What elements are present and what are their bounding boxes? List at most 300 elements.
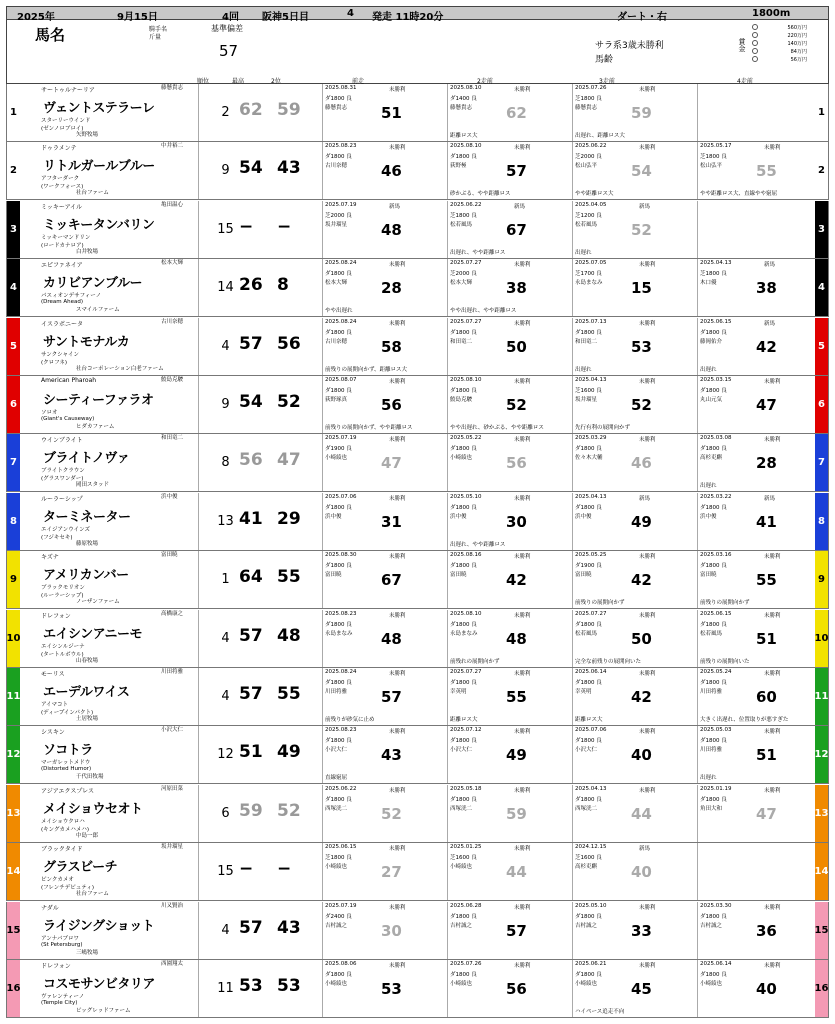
course-condition: ダ1800 良 bbox=[700, 621, 727, 628]
race-class: 未勝利 bbox=[639, 262, 656, 269]
weight-label: 斤量 bbox=[149, 34, 162, 41]
course-condition: 芝1800 良 bbox=[575, 96, 602, 102]
jockey-name: 小崎綾也 bbox=[575, 981, 598, 987]
broodmare-sire: (グラスワンダー) bbox=[41, 476, 84, 483]
jockey-name: 吉村誠之 bbox=[575, 922, 598, 929]
past-race bbox=[697, 318, 812, 375]
race-date: 2025.08.07 bbox=[325, 377, 357, 383]
sire-name: イスラボニータ bbox=[41, 320, 83, 328]
breeder-name: ノーザンファーム bbox=[76, 599, 120, 606]
jockey-name: 藤岡佑介 bbox=[700, 338, 723, 345]
race-class: 未勝利 bbox=[389, 262, 406, 269]
race-date: 2025.06.14 bbox=[575, 669, 607, 675]
race-date: 2025.05.22 bbox=[450, 435, 482, 442]
prev4-race-col: 4走前 bbox=[737, 78, 753, 85]
race-date: 2025.08.23 bbox=[325, 727, 357, 734]
course-condition: 芝1600 良 bbox=[575, 855, 602, 862]
post-number-band: 7 bbox=[7, 434, 20, 491]
course-condition: ダ1800 良 bbox=[700, 388, 727, 394]
jockey-name: 藤懸貴志 bbox=[325, 105, 348, 111]
speed-index: 46 bbox=[381, 162, 402, 181]
speed-index: 58 bbox=[381, 337, 402, 356]
rank-value: 2 bbox=[221, 105, 230, 120]
speed-index: 46 bbox=[631, 454, 652, 473]
horse-info bbox=[21, 493, 199, 550]
second-speed: − bbox=[277, 216, 292, 237]
course-condition: ダ1900 良 bbox=[575, 563, 602, 570]
course-condition: 芝2000 良 bbox=[450, 271, 477, 278]
jockey-name: 小崎綾也 bbox=[325, 981, 348, 987]
breeder-name: 岡田スタッド bbox=[76, 482, 110, 489]
rank-value: 12 bbox=[217, 747, 234, 763]
course-condition: 芝1200 良 bbox=[575, 212, 602, 219]
speed-index: 55 bbox=[756, 571, 777, 590]
race-date: 2025.03.08 bbox=[700, 435, 732, 442]
race-date: 2025.04.13 bbox=[575, 377, 607, 383]
dam-name: スターリーウインド bbox=[41, 118, 91, 124]
sire-name: エピファネイア bbox=[41, 262, 83, 270]
race-class: 未勝利 bbox=[764, 145, 781, 152]
past-race bbox=[322, 318, 465, 375]
breeder-name: 土居牧場 bbox=[76, 716, 99, 722]
race-class: 未勝利 bbox=[764, 437, 781, 444]
speed-index: 53 bbox=[631, 337, 652, 356]
speed-index: 59 bbox=[631, 104, 652, 122]
jockey-name: 小崎綾也 bbox=[325, 864, 348, 871]
race-class: 未勝利 bbox=[389, 729, 406, 736]
sire-name: American Pharoah bbox=[41, 377, 97, 384]
jockey-name: 幸英明 bbox=[575, 689, 592, 695]
past-race bbox=[572, 668, 715, 725]
post-number-band: 7 bbox=[815, 434, 828, 491]
post-number-band: 9 bbox=[7, 551, 20, 608]
rank-value: 6 bbox=[221, 805, 230, 821]
race-class: 新馬 bbox=[764, 262, 776, 269]
horse-info bbox=[21, 902, 199, 959]
horse-name: メイショウセオト bbox=[43, 801, 143, 817]
rank-value: 15 bbox=[217, 864, 234, 880]
past-race bbox=[322, 376, 465, 433]
speed-index: 33 bbox=[631, 921, 652, 940]
race-class: 未勝利 bbox=[764, 963, 781, 969]
post-number-band: 15 bbox=[815, 902, 828, 959]
best-speed: − bbox=[239, 216, 254, 237]
course-condition: ダ1900 良 bbox=[325, 446, 352, 453]
horse-row bbox=[6, 259, 829, 317]
speed-index: 41 bbox=[756, 512, 777, 531]
past-race bbox=[697, 259, 812, 316]
jockey-name: 川田将雅 bbox=[700, 689, 723, 695]
race-class: 未勝利 bbox=[514, 612, 531, 619]
race-comment: 前残りが砂気に止め bbox=[325, 717, 375, 723]
race-class: 未勝利 bbox=[639, 145, 656, 152]
jockey-name: 佐々木大輔 bbox=[575, 455, 603, 462]
past-race bbox=[697, 201, 812, 258]
race-date: 2025.07.06 bbox=[325, 493, 357, 500]
race-date: 2025.08.10 bbox=[450, 377, 482, 383]
best-col: 最高 bbox=[232, 78, 245, 85]
breeder-name: 社台ファーム bbox=[76, 891, 109, 898]
course-condition: ダ1800 良 bbox=[325, 504, 352, 511]
race-comment: やや出遅れ、やや距離ロス bbox=[450, 308, 517, 315]
speed-index: 51 bbox=[756, 746, 777, 765]
race-comment: 先行有利の展開向かず bbox=[575, 425, 631, 431]
rank-value: 11 bbox=[217, 981, 234, 996]
race-class: 未勝利 bbox=[389, 320, 406, 327]
course-condition: ダ1800 良 bbox=[450, 738, 477, 745]
best-speed: 54 bbox=[239, 392, 263, 412]
sire-name: ルーラーシップ bbox=[41, 495, 83, 503]
past-race bbox=[447, 610, 590, 667]
jockey-name: 小沢大仁 bbox=[575, 747, 598, 754]
speed-index: 52 bbox=[506, 396, 527, 414]
jockey-name: 松若風馬 bbox=[450, 221, 473, 228]
course-condition: ダ1800 良 bbox=[450, 563, 477, 570]
second-speed: 8 bbox=[277, 275, 289, 296]
race-date: 2025.06.22 bbox=[325, 785, 357, 792]
speed-index: 55 bbox=[506, 688, 527, 706]
second-speed: 43 bbox=[277, 158, 301, 179]
past-race bbox=[697, 785, 812, 842]
race-class: 未勝利 bbox=[639, 87, 656, 93]
past-race bbox=[697, 551, 812, 608]
race-date: 2025.06.21 bbox=[575, 961, 607, 967]
post-number-band: 4 bbox=[815, 259, 828, 316]
speed-index: 28 bbox=[756, 454, 777, 473]
past-race bbox=[572, 902, 715, 959]
horse-info bbox=[21, 201, 199, 258]
past-race bbox=[322, 668, 465, 725]
past-race bbox=[322, 493, 465, 550]
jockey-name: 吉村誠之 bbox=[325, 922, 348, 929]
post-number-band: 1 bbox=[7, 84, 20, 141]
dam-name: エイジアンウインズ bbox=[41, 526, 90, 533]
past-race bbox=[322, 201, 465, 258]
past-race bbox=[322, 726, 465, 783]
best-speed: 26 bbox=[239, 275, 263, 296]
rank-col: 順位 bbox=[197, 78, 210, 85]
race-class: 新馬 bbox=[764, 495, 776, 502]
jockey-name: 古川奈穂 bbox=[325, 338, 348, 345]
past-race bbox=[447, 142, 590, 199]
past-race bbox=[697, 726, 812, 783]
rank-value: 15 bbox=[217, 221, 234, 237]
race-comment: 距離ロス大 bbox=[450, 133, 478, 139]
race-date: 2025.07.19 bbox=[325, 435, 357, 442]
race-date: 2025.05.10 bbox=[575, 902, 607, 909]
race-date: 2025.05.18 bbox=[450, 785, 482, 792]
breeder-name: 社台ファーム bbox=[76, 190, 109, 197]
course-condition: ダ1800 良 bbox=[450, 680, 477, 686]
prize-amount: 560万円 bbox=[787, 25, 807, 31]
post-number-band: 8 bbox=[815, 493, 828, 550]
best-speed: 62 bbox=[239, 100, 263, 120]
jockey-name: 浜中俊 bbox=[700, 513, 717, 520]
jockey-name: 小沢大仁 bbox=[325, 747, 348, 754]
post-number-band: 16 bbox=[815, 960, 828, 1017]
race-class: 未勝利 bbox=[514, 963, 531, 969]
race-comment: やや出遅れ、砂かぶる、やや距離ロス bbox=[450, 425, 544, 431]
race-date: 2025.08.31 bbox=[325, 85, 357, 91]
course-condition: ダ1800 良 bbox=[325, 154, 352, 161]
course-condition: ダ1800 良 bbox=[450, 913, 477, 920]
rank-value: 1 bbox=[221, 572, 230, 588]
dam-name: ヴァレンティーノ bbox=[41, 994, 85, 1000]
past-race bbox=[447, 376, 590, 433]
post-number-band: 1 bbox=[815, 84, 828, 141]
race-date: 9月15日 bbox=[117, 12, 158, 23]
race-date: 2025.08.10 bbox=[450, 610, 482, 617]
horse-info bbox=[21, 726, 199, 783]
speed-index: 57 bbox=[506, 921, 527, 940]
speed-index: 57 bbox=[381, 688, 402, 706]
race-class: 未勝利 bbox=[639, 320, 656, 327]
race-comment: 完全な前残りの展開向いた bbox=[575, 658, 642, 665]
past-race bbox=[447, 668, 590, 725]
course-condition: ダ1800 良 bbox=[450, 972, 477, 978]
horse-row bbox=[6, 318, 829, 376]
speed-index: 67 bbox=[381, 571, 402, 590]
horse-info bbox=[21, 376, 199, 433]
jockey-name: 小沢大仁 bbox=[450, 747, 473, 754]
jockey-name: 川田将雅 bbox=[700, 747, 723, 754]
past-race bbox=[697, 843, 812, 900]
course-condition: 芝1600 良 bbox=[575, 388, 602, 394]
breeder-name: 藤原牧場 bbox=[76, 540, 99, 547]
prize-row bbox=[752, 56, 807, 63]
jockey-name: 古川奈穂 bbox=[161, 318, 184, 325]
race-comment: 前残りの展開向いた bbox=[700, 658, 750, 665]
horse-info bbox=[21, 843, 199, 900]
course-condition: ダ1800 良 bbox=[700, 446, 727, 453]
second-speed: 29 bbox=[277, 508, 301, 529]
course-condition: ダ1800 良 bbox=[575, 680, 602, 686]
past-race bbox=[572, 142, 715, 199]
prize-amount: 84万円 bbox=[790, 49, 807, 55]
speed-index: 56 bbox=[381, 396, 402, 414]
horse-row bbox=[6, 434, 829, 492]
past-race bbox=[322, 434, 465, 491]
speed-index: 52 bbox=[631, 220, 652, 239]
course-condition: ダ1800 良 bbox=[325, 271, 352, 278]
course-condition: ダ1800 良 bbox=[575, 738, 602, 745]
race-class: 未勝利 bbox=[514, 787, 531, 794]
jockey-name: 高杉吏麒 bbox=[700, 455, 723, 462]
past-race bbox=[322, 960, 465, 1017]
race-date: 2025.07.19 bbox=[325, 902, 357, 909]
race-date: 2025.04.13 bbox=[575, 493, 607, 500]
course-condition: ダ1800 良 bbox=[575, 913, 602, 920]
jockey-name: 小崎綾也 bbox=[325, 455, 348, 462]
prev3-race-col: 3走前 bbox=[599, 78, 615, 85]
race-date: 2025.08.30 bbox=[325, 552, 357, 559]
broodmare-sire: (Distorted Humor) bbox=[41, 766, 92, 773]
horse-row bbox=[6, 201, 829, 259]
course-condition: ダ1800 良 bbox=[325, 680, 352, 686]
speed-index: 47 bbox=[381, 454, 402, 473]
rank-value: 4 bbox=[221, 922, 230, 938]
prize-amount: 220万円 bbox=[787, 33, 807, 39]
jockey-name: 坂井瑠星 bbox=[325, 221, 348, 228]
course-condition: 芝2000 良 bbox=[575, 154, 602, 161]
broodmare-sire: (ロードカナロア) bbox=[41, 242, 84, 249]
post-number-band: 6 bbox=[815, 376, 828, 433]
horse-name: アメリカンバー bbox=[43, 568, 129, 584]
race-comment: 出遅れ bbox=[575, 366, 592, 373]
race-date: 2025.06.22 bbox=[450, 201, 482, 208]
prev2-race-col: 2走前 bbox=[477, 78, 493, 85]
jockey-label: 騎手名 bbox=[149, 26, 168, 33]
race-date: 2025.07.27 bbox=[450, 318, 482, 325]
past-race bbox=[572, 610, 715, 667]
speed-index: 30 bbox=[506, 512, 527, 531]
jockey-name: 荻野琢真 bbox=[325, 397, 348, 403]
post-number-band: 13 bbox=[7, 785, 20, 842]
broodmare-sire: (ゼンノロブロイ) bbox=[41, 126, 84, 132]
jockey-name: 富田暁 bbox=[161, 552, 178, 559]
course-condition: ダ1800 良 bbox=[575, 972, 602, 978]
race-class: 未勝利 bbox=[639, 379, 656, 385]
best-speed: 54 bbox=[239, 158, 263, 179]
speed-index: 42 bbox=[631, 571, 652, 590]
past-race bbox=[447, 201, 590, 258]
race-date: 2025.07.27 bbox=[450, 260, 482, 267]
race-class: 未勝利 bbox=[514, 87, 531, 93]
jockey-name: 永島まなみ bbox=[575, 280, 603, 287]
past-race bbox=[697, 142, 812, 199]
course-condition: ダ1800 良 bbox=[450, 388, 477, 394]
race-class: 未勝利 bbox=[514, 554, 531, 561]
course-condition: ダ1800 良 bbox=[700, 329, 727, 336]
jockey-name: 荻野極 bbox=[450, 163, 467, 170]
post-number-band: 11 bbox=[815, 668, 828, 725]
jockey-name: 松若風馬 bbox=[575, 221, 598, 228]
race-distance: 1800m bbox=[752, 8, 791, 19]
race-class: 未勝利 bbox=[764, 729, 781, 736]
course-condition: ダ1800 良 bbox=[450, 446, 477, 453]
race-date: 2025.07.27 bbox=[575, 610, 607, 617]
race-class: 未勝利 bbox=[514, 729, 531, 736]
course-condition: ダ1800 良 bbox=[700, 563, 727, 570]
horse-info bbox=[21, 668, 199, 725]
broodmare-sire: (タートルボウル) bbox=[41, 651, 84, 658]
sire-name: ドゥラメンテ bbox=[41, 145, 77, 153]
past-race bbox=[697, 960, 812, 1017]
past-race bbox=[572, 318, 715, 375]
past-race bbox=[447, 785, 590, 842]
jockey-name: 高橋康之 bbox=[161, 610, 184, 617]
race-class: 未勝利 bbox=[639, 437, 656, 444]
speed-index: 27 bbox=[381, 863, 402, 882]
course-condition: ダ1800 良 bbox=[700, 972, 727, 978]
prize-amount: 56万円 bbox=[790, 57, 807, 63]
best-speed: 53 bbox=[239, 976, 263, 996]
past-race bbox=[322, 843, 465, 900]
course-condition: ダ1800 良 bbox=[700, 680, 727, 686]
horse-row bbox=[6, 551, 829, 609]
post-number-band: 14 bbox=[7, 843, 20, 900]
prize-place-icon bbox=[752, 32, 758, 38]
race-comment: 距離ロス大 bbox=[450, 717, 478, 723]
speed-index: 51 bbox=[381, 104, 402, 122]
jockey-name: 浜中俊 bbox=[325, 513, 342, 520]
speed-index: 57 bbox=[506, 162, 527, 181]
sire-name: シスキン bbox=[41, 729, 65, 737]
race-class: 未勝利 bbox=[389, 145, 406, 152]
race-class: 未勝利 bbox=[639, 554, 656, 561]
race-comment: 砂かぶる、やや距離ロス bbox=[450, 191, 511, 198]
post-number-band: 3 bbox=[815, 201, 828, 258]
second-speed: 55 bbox=[277, 567, 301, 588]
race-class: 未勝利 bbox=[639, 963, 656, 969]
race-date: 2025.03.30 bbox=[700, 902, 732, 909]
jockey-name: 小崎綾也 bbox=[700, 981, 723, 987]
prize-place-icon bbox=[752, 40, 758, 46]
course-condition: 芝1800 良 bbox=[700, 271, 727, 278]
speed-index: 50 bbox=[506, 337, 527, 356]
rank-value: 4 bbox=[221, 689, 230, 704]
sire-name: ドレフォン bbox=[41, 612, 71, 620]
race-class: 未勝利 bbox=[389, 846, 406, 853]
speed-index: 43 bbox=[381, 746, 402, 765]
dam-name: ミッキーマンドリン bbox=[41, 234, 91, 241]
race-class: 未勝利 bbox=[764, 671, 781, 677]
race-date: 2025.08.10 bbox=[450, 143, 482, 150]
past-race bbox=[697, 902, 812, 959]
course-condition: 芝1700 良 bbox=[575, 271, 602, 278]
past-race bbox=[572, 376, 715, 433]
second-speed: 53 bbox=[277, 976, 301, 996]
second-speed: 48 bbox=[277, 625, 301, 646]
race-class: 新馬 bbox=[764, 320, 776, 327]
rank-value: 9 bbox=[221, 163, 230, 179]
post-number-band: 11 bbox=[7, 668, 20, 725]
horse-info bbox=[21, 142, 199, 199]
race-class: 未勝利 bbox=[764, 787, 781, 794]
course-condition: ダ1800 良 bbox=[700, 504, 727, 511]
base-deviation-label: 基準偏差 bbox=[211, 24, 243, 33]
breeder-name: 矢野牧場 bbox=[76, 132, 99, 138]
sire-name: アジアエクスプレス bbox=[41, 787, 94, 795]
rank-value: 9 bbox=[221, 397, 230, 412]
past-race bbox=[572, 960, 715, 1017]
jockey-name: 西園翔太 bbox=[161, 961, 184, 967]
past-race bbox=[447, 726, 590, 783]
race-date: 2025.06.22 bbox=[575, 143, 607, 150]
past-race bbox=[572, 434, 715, 491]
past-race bbox=[447, 84, 590, 141]
race-date: 2025.01.19 bbox=[700, 785, 732, 792]
broodmare-sire: (フレンチデピュティ) bbox=[41, 885, 94, 892]
jockey-name: 和田竜二 bbox=[575, 338, 598, 345]
course-condition: ダ1800 良 bbox=[575, 621, 602, 628]
best-speed: 59 bbox=[239, 800, 263, 821]
past-race bbox=[322, 902, 465, 959]
course-condition: 芝1800 良 bbox=[700, 154, 727, 161]
best-speed: 57 bbox=[239, 917, 263, 938]
course-condition: 芝1800 良 bbox=[450, 212, 477, 219]
past-race bbox=[322, 259, 465, 316]
race-comment: やや出遅れ bbox=[325, 308, 353, 315]
post-number-band: 6 bbox=[7, 376, 20, 433]
race-comment: 大きく出遅れ、位置取りが悪すぎた bbox=[700, 717, 789, 723]
speed-index: 47 bbox=[756, 396, 777, 414]
dam-name: アンナパブロワ bbox=[41, 935, 79, 942]
speed-index: 49 bbox=[506, 746, 527, 765]
past-race bbox=[697, 84, 812, 141]
dam-name: ソロオ bbox=[41, 410, 58, 416]
race-date: 2025.03.16 bbox=[700, 552, 732, 559]
